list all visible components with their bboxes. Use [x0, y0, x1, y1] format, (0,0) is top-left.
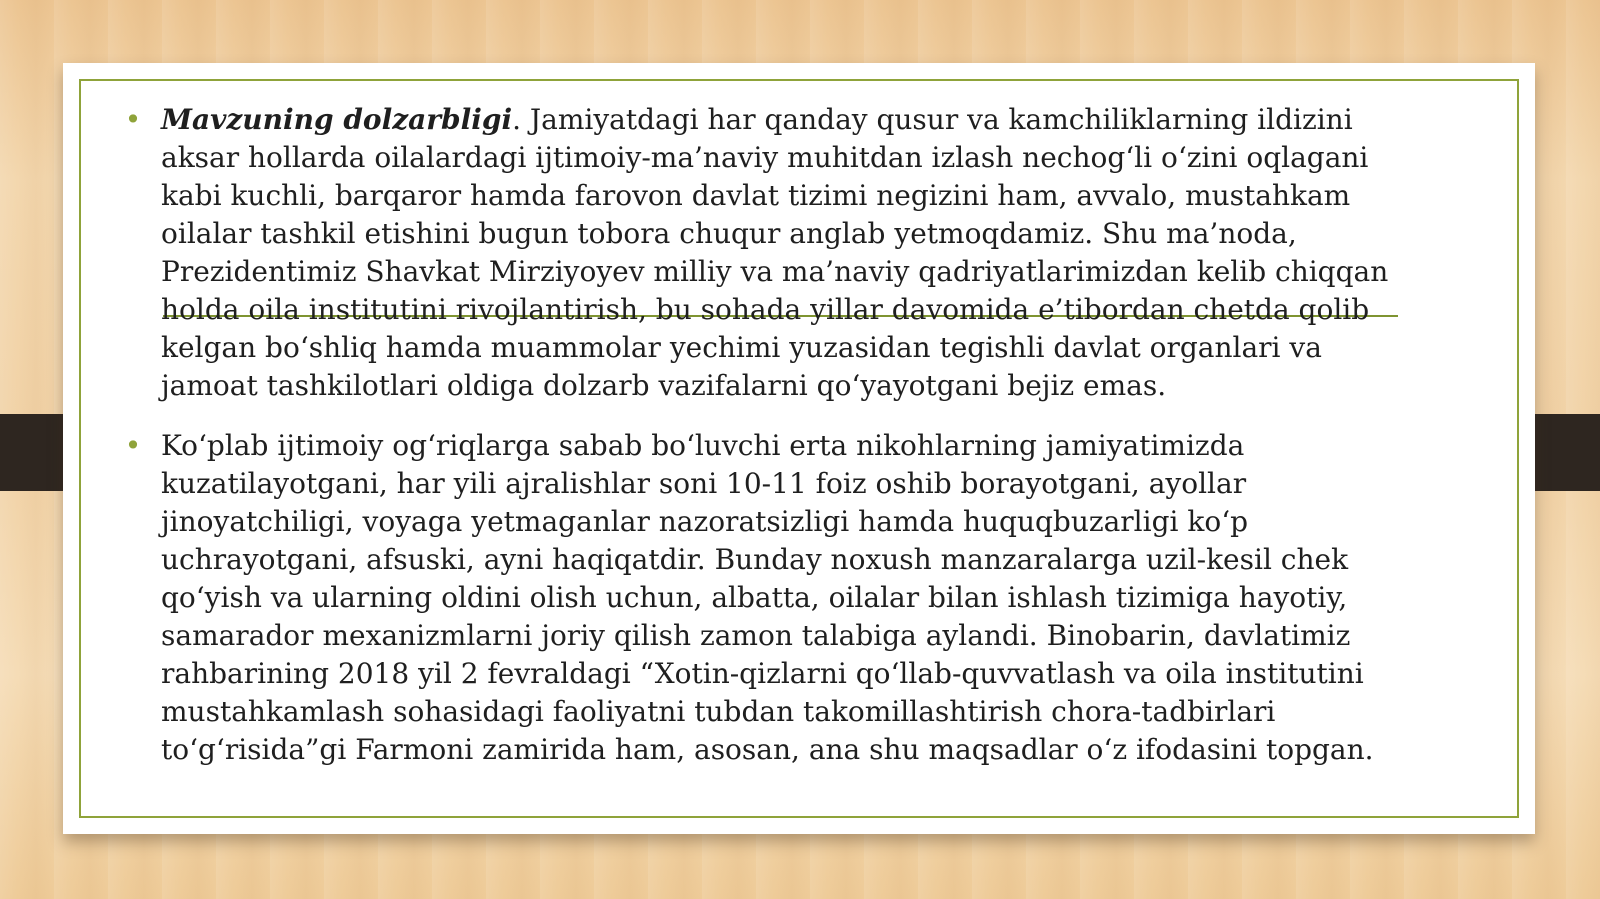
bullet-item	[123, 427, 1423, 769]
slide-card	[63, 63, 1535, 834]
bullet-body-text: . Jamiyatdagi har qanday qusur va kamchiliklarning ildizini aksar hollarda oilalardagi ijtimoiy-ma’naviy muhitdan izlash nechog‘li o‘zini oqlagani kabi kuchli, barqaror hamda farovon davlat tizimi negizini ham, avvalo, mustahkam oilalar tashkil etishini bugun tobora chuqur anglab yetmoqdamiz. Shu ma’noda, Prezidentimiz Shavkat Mirziyoyev milliy va ma’naviy qadriyatlarimizdan kelib chiqqan holda oila institutini rivojlantirish, bu sohada yillar davomida e’tibordan chetda qolib kelgan bo‘shliq hamda muammolar yechimi yuzasidan tegishli davlat organlari va jamoat tashkilotlari oldiga dolzarb vazifalarni qo‘yayotgani bejiz emas.	[161, 103, 1389, 402]
bullet-dot-icon: •	[124, 103, 142, 136]
bullet-lead-text: Mavzuning dolzarbligi	[161, 103, 513, 136]
bullet-body-text: Ko‘plab ijtimoiy og‘riqlarga sabab bo‘luvchi erta nikohlarning jamiyatimizda kuzatilayotgani, har yili ajralishlar soni 10-11 foiz oshib borayotgani, ayollar jinoyatchiligi, voyaga yetmaganlar nazoratsizligi hamda huquqbuzarligi ko‘p uchrayotgani, afsuski, ayni haqiqatdir. Bunday noxush manzaralarga uzil-kesil chek qo‘yish va ularning oldini olish uchun, albatta, oilalar bilan ishlash tizimiga hayotiy, samarador mexanizmlarni joriy qilish zamon talabiga aylandi. Binobarin, davlatimiz rahbarining 2018 yil 2 fevraldagi “Xotin-qizlarni qo‘llab-quvvatlash va oila institutini mustahkamlash sohasidagi faoliyatni tubdan takomillashtirish chora-tadbirlari to‘g‘risida”gi Farmoni zamirida ham, asosan, ana shu maqsadlar o‘z ifodasini topgan.	[161, 429, 1374, 766]
slide-content	[123, 101, 1423, 791]
bullet-item	[123, 101, 1423, 405]
bullet-dot-icon: •	[124, 429, 142, 462]
